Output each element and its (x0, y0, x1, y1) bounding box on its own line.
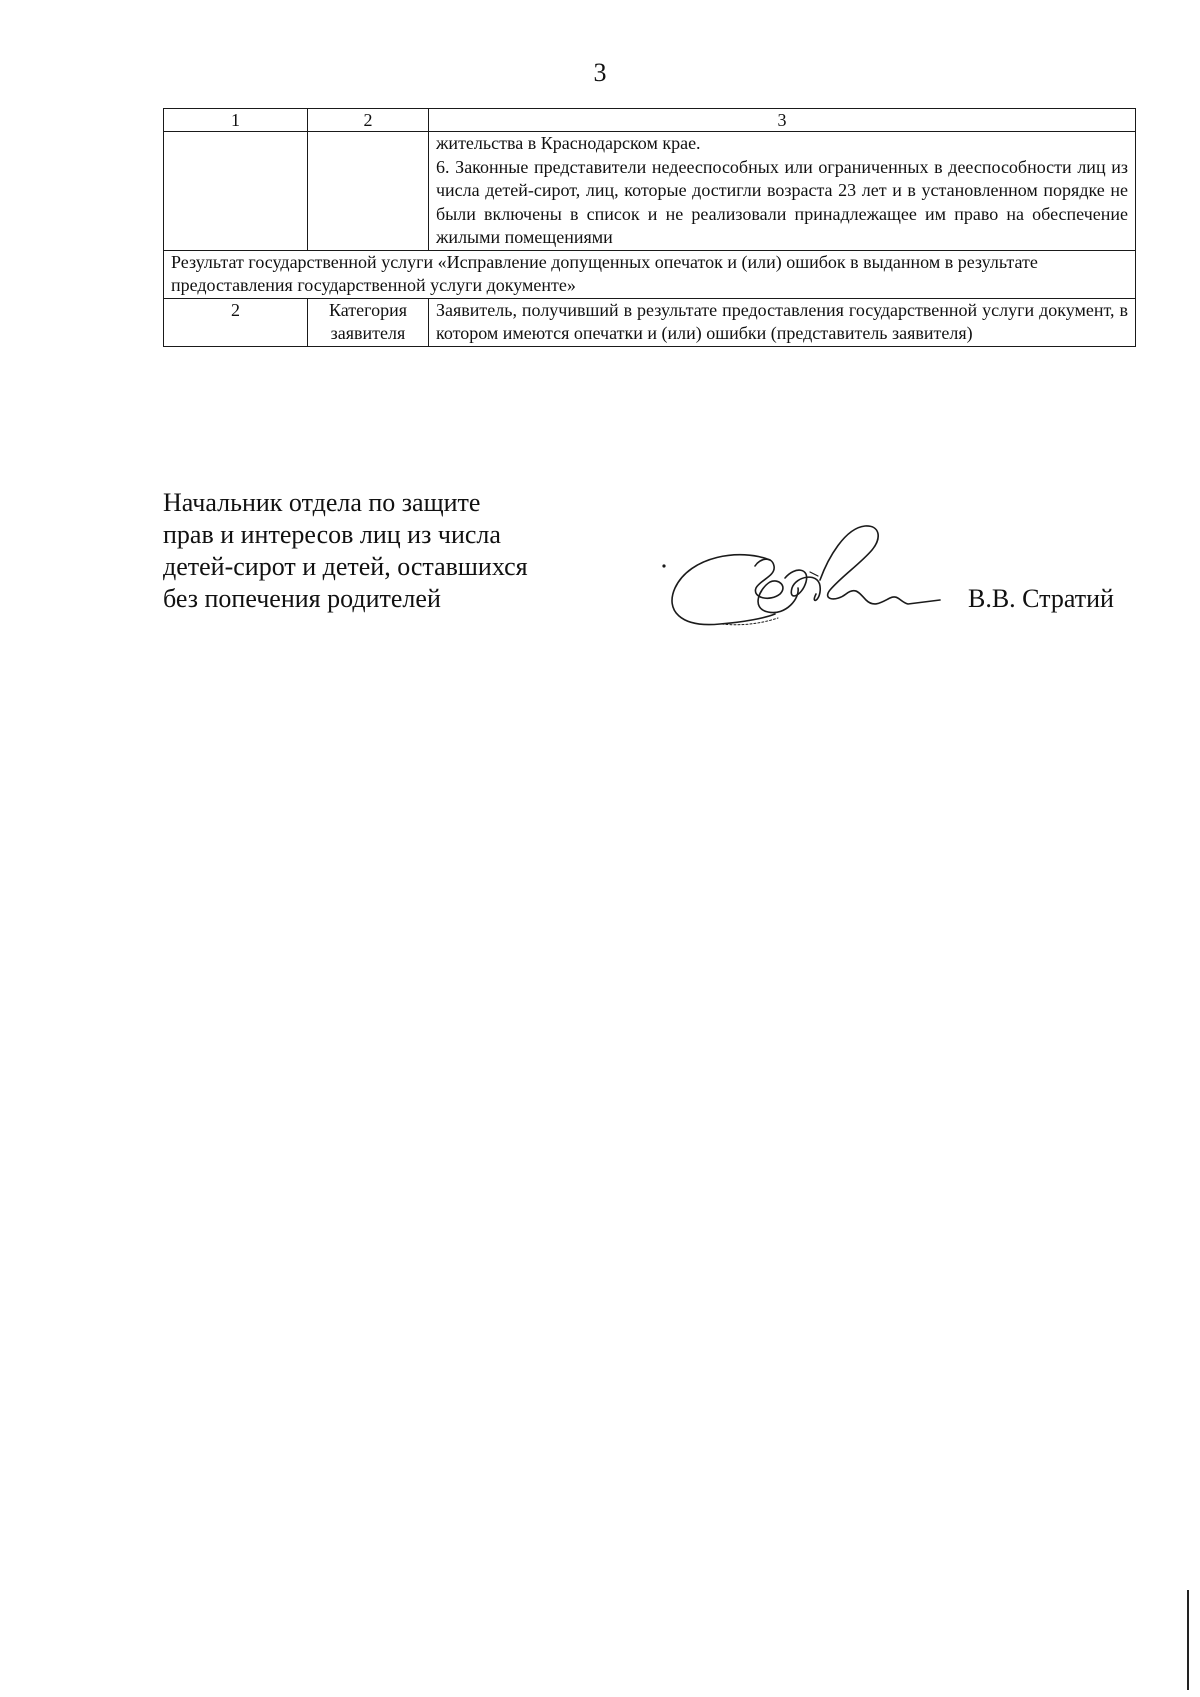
service-result-heading: Результат государственной услуги «Исправление допущенных опечаток и (или) ошибок в выданном в результате предоставления государственной услуги документе» (164, 250, 1136, 298)
table-header-row (164, 109, 1136, 132)
row1-cell-1 (164, 132, 308, 251)
row2-cell-3: Заявитель, получивший в результате предоставления государственной услуги документ, в котором имеются опечатки и (или) ошибки (представитель заявителя) (429, 298, 1136, 346)
header-cell-3: 3 (429, 109, 1136, 132)
scan-edge-mark (1187, 1590, 1189, 1690)
signer-name: В.В. Стратий (968, 584, 1114, 613)
row1-text-continuation: жительства в Краснодарском крае. (436, 133, 701, 153)
page-number: 3 (593, 58, 607, 87)
table-row (164, 132, 1136, 251)
header-cell-2: 2 (308, 109, 429, 132)
signatory-title-line: прав и интересов лиц из числа (163, 520, 501, 549)
row2-cell-2: Категория заявителя (308, 298, 429, 346)
header-cell-1: 1 (164, 109, 308, 132)
signatory-title (163, 487, 583, 615)
row1-cell-2 (308, 132, 429, 251)
row1-cell-3 (429, 132, 1136, 251)
signatory-title-line: детей-сирот и детей, оставшихся (163, 552, 528, 581)
signatory-title-line: Начальник отдела по защите (163, 488, 481, 517)
row1-text-item-6: 6. Законные представители недееспособных или ограниченных в дееспособности лиц из числа детей-сирот, лиц, которые достигли возраста 23 лет и в установленном порядке не были включены в список и не реализовали принадлежащее им право на обеспечение жилыми помещениями (436, 156, 1128, 247)
handwritten-signature (660, 518, 950, 638)
table-row (164, 298, 1136, 346)
signatory-title-line: без попечения родителей (163, 584, 441, 613)
row2-cell-1: 2 (164, 298, 308, 346)
document-table (163, 108, 1136, 347)
table-merged-row (164, 250, 1136, 298)
